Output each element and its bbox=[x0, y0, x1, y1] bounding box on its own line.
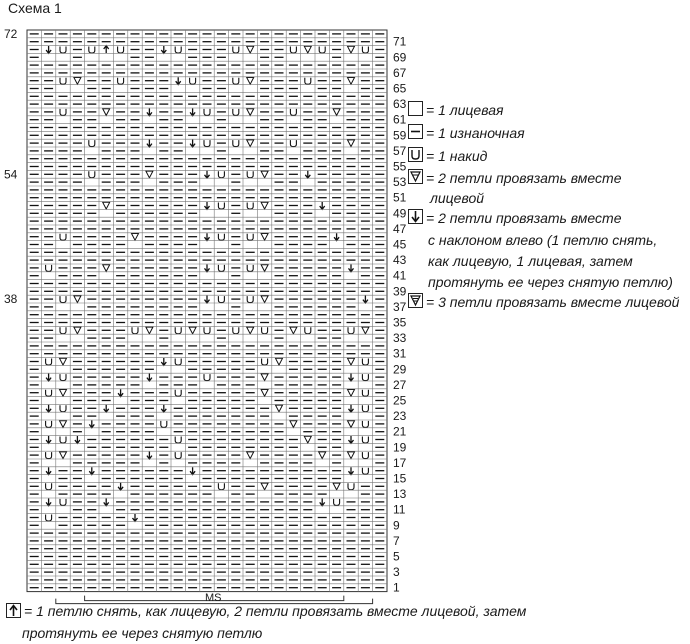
row-number-label: 1 bbox=[393, 580, 400, 595]
knit-square-icon bbox=[408, 101, 423, 122]
legend-ssk-line4: протянуть ее через снятую петлю) bbox=[428, 274, 673, 290]
yarn-over-icon bbox=[408, 147, 423, 168]
row-number-label: 29 bbox=[393, 362, 407, 377]
row-number-label: 53 bbox=[393, 175, 407, 190]
legend-sk2p bbox=[6, 602, 526, 622]
row-number-label: 49 bbox=[393, 206, 407, 221]
legend-purl-text: = 1 изнаночная bbox=[426, 125, 525, 141]
row-number-label: 45 bbox=[393, 237, 407, 252]
legend-ssk-line2: с наклоном влево (1 петлю снять, bbox=[428, 232, 658, 248]
row-number-label: 41 bbox=[393, 268, 407, 283]
sk2p-arrow-up-icon bbox=[6, 603, 21, 622]
row-number-label: 51 bbox=[393, 190, 407, 205]
chart-title: Схема 1 bbox=[8, 0, 62, 16]
row-number-label: 23 bbox=[393, 409, 407, 424]
legend-ssk-line3: как лицевую, 1 лицевая, затем bbox=[428, 253, 633, 269]
row-number-label: 43 bbox=[393, 253, 407, 268]
row-number-label: 7 bbox=[393, 533, 400, 548]
row-number-label: 39 bbox=[393, 284, 407, 299]
k2tog-icon bbox=[408, 169, 423, 190]
row-number-label: 33 bbox=[393, 331, 407, 346]
legend-yo bbox=[408, 146, 487, 168]
k3tog-icon bbox=[408, 293, 423, 314]
legend-knit-text: = 1 лицевая bbox=[426, 102, 504, 118]
row-number-label: 31 bbox=[393, 346, 407, 361]
row-number-labels bbox=[393, 35, 407, 595]
row-number-label: 71 bbox=[393, 34, 407, 49]
row-number-label: 37 bbox=[393, 299, 407, 314]
side-mark-label: 72 bbox=[4, 26, 18, 41]
row-number-label: 67 bbox=[393, 65, 407, 80]
legend-k2tog-text: = 2 петли провязать вместе bbox=[426, 170, 622, 186]
legend-ssk bbox=[408, 208, 621, 230]
legend-k2tog-line2: лицевой bbox=[430, 190, 485, 206]
row-number-label: 47 bbox=[393, 221, 407, 236]
legend-yo-text: = 1 накид bbox=[426, 148, 488, 164]
row-number-label: 55 bbox=[393, 159, 407, 174]
row-number-label: 9 bbox=[393, 518, 400, 533]
row-number-label: 13 bbox=[393, 487, 407, 502]
ms-label: MS bbox=[205, 592, 222, 604]
purl-dash-icon bbox=[408, 124, 423, 145]
row-number-label: 57 bbox=[393, 143, 407, 158]
row-number-label: 11 bbox=[393, 502, 406, 517]
legend-sk2p-line2: протянуть ее через снятую петлю bbox=[22, 625, 263, 641]
row-number-label: 15 bbox=[393, 471, 407, 486]
row-number-label: 5 bbox=[393, 549, 400, 564]
row-number-label: 27 bbox=[393, 377, 407, 392]
row-number-label: 21 bbox=[393, 424, 407, 439]
row-number-label: 61 bbox=[393, 112, 407, 127]
side-mark-label: 38 bbox=[4, 292, 18, 307]
row-number-label: 63 bbox=[393, 97, 407, 112]
legend-k2tog bbox=[408, 168, 621, 190]
legend-sk2p-text: = 1 петлю снять, как лицевую, 2 петли провязать вместе лицевой, затем bbox=[24, 603, 527, 619]
legend-k3tog-text: = 3 петли провязать вместе лицевой bbox=[426, 294, 680, 310]
ssk-arrow-down-icon bbox=[408, 209, 423, 230]
row-number-label: 69 bbox=[393, 50, 407, 65]
legend-k3tog bbox=[408, 292, 679, 314]
row-number-label: 59 bbox=[393, 128, 407, 143]
legend-purl bbox=[408, 123, 525, 145]
row-number-label: 35 bbox=[393, 315, 407, 330]
side-mark-labels bbox=[4, 27, 18, 306]
row-number-label: 65 bbox=[393, 81, 407, 96]
row-number-label: 17 bbox=[393, 455, 407, 470]
side-mark-label: 54 bbox=[4, 167, 18, 182]
row-number-label: 19 bbox=[393, 440, 407, 455]
legend-knit bbox=[408, 100, 503, 122]
row-number-label: 25 bbox=[393, 393, 407, 408]
row-number-label: 3 bbox=[393, 565, 400, 580]
legend-ssk-text: = 2 петли провязать вместе bbox=[426, 210, 622, 226]
